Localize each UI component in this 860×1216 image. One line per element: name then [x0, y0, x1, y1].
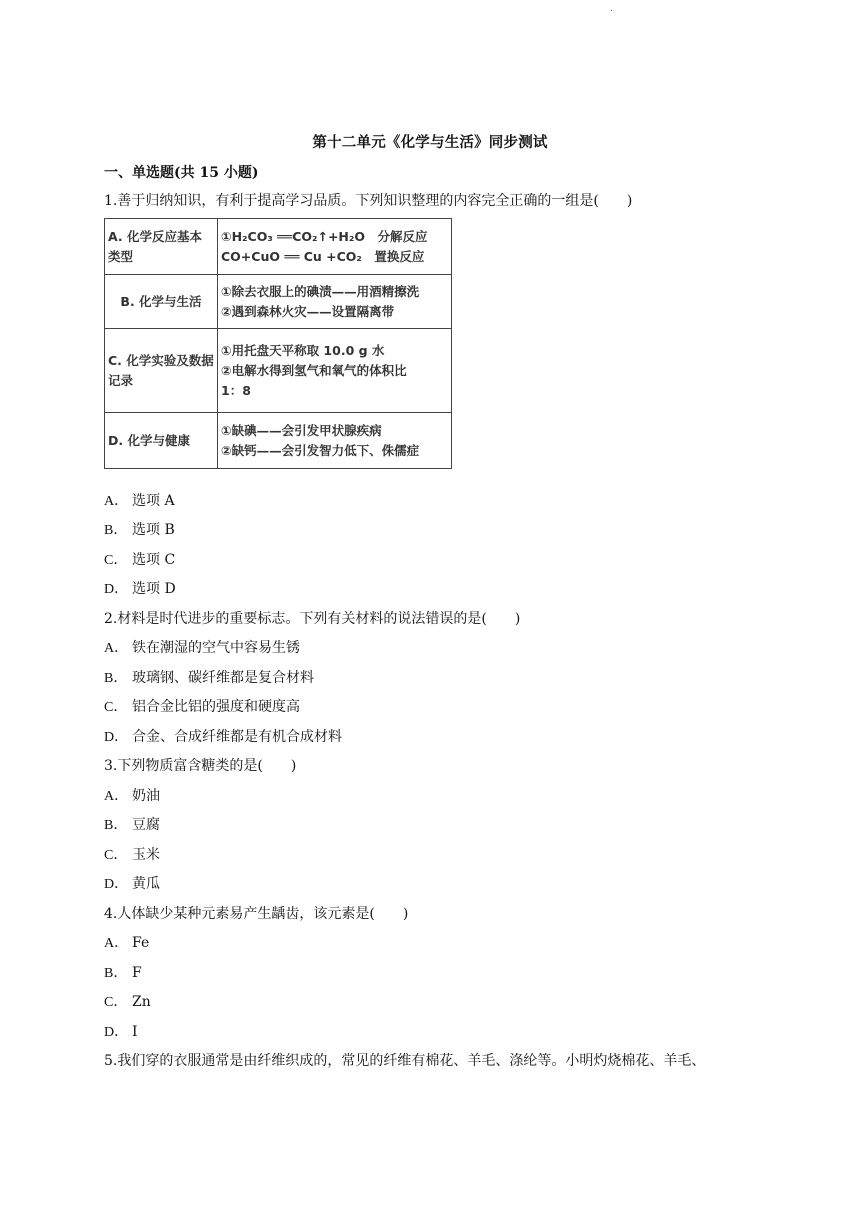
table-line: ①用托盘天平称取 10.0 g 水 [221, 342, 385, 358]
page-title: 第十二单元《化学与生活》同步测试 [312, 134, 548, 151]
option-b[interactable]: B． 玻璃钢、碳纤维都是复合材料 [104, 670, 314, 686]
table-line: ①H₂CO₃ ══CO₂↑+H₂O 分解反应 [221, 228, 428, 244]
table-row [105, 275, 452, 329]
option-b[interactable]: B． F [104, 965, 142, 981]
option-d[interactable]: D． I [104, 1024, 138, 1040]
option-c[interactable]: C． 铝合金比铝的强度和硬度高 [104, 699, 300, 715]
question-2-stem: 2.材料是时代进步的重要标志。下列有关材料的说法错误的是( ) [104, 611, 521, 627]
option-b[interactable]: B． 豆腐 [104, 817, 160, 833]
question-5-stem: 5.我们穿的衣服通常是由纤维织成的，常见的纤维有棉花、羊毛、涤纶等。小明灼烧棉花、羊毛、 [104, 1053, 706, 1069]
option-c[interactable]: C． Zn [104, 994, 151, 1010]
table-row [105, 413, 452, 469]
question-4-stem: 4.人体缺少某种元素易产生龋齿，该元素是( ) [104, 906, 409, 922]
option-b[interactable]: B． 选项 B [104, 522, 175, 538]
table-row-label: B. 化学与生活 [105, 275, 218, 329]
option-a[interactable]: A． 铁在潮湿的空气中容易生锈 [104, 640, 300, 656]
table-line: CO+CuO ══ Cu +CO₂ 置换反应 [221, 248, 425, 264]
table-row [105, 329, 452, 413]
option-c[interactable]: C． 选项 C [104, 552, 176, 568]
section-heading: 一、单选题(共 15 小题) [104, 165, 259, 181]
table-line: 1：8 [221, 382, 251, 398]
table-row-label: A. 化学反应基本类型 [105, 219, 218, 275]
table-row-content [218, 219, 452, 275]
table-line: ①除去衣服上的碘渍——用酒精擦洗 [221, 283, 420, 299]
table-row-content [218, 329, 452, 413]
question-1-stem: 1.善于归纳知识，有利于提高学习品质。下列知识整理的内容完全正确的一组是( ) [104, 193, 633, 209]
table-row-content [218, 275, 452, 329]
table-line: ②缺钙——会引发智力低下、侏儒症 [221, 442, 420, 458]
option-c[interactable]: C． 玉米 [104, 847, 160, 863]
option-d[interactable]: D． 黄瓜 [104, 876, 160, 892]
option-d[interactable]: D． 选项 D [104, 581, 176, 597]
table-row [105, 219, 452, 275]
option-a[interactable]: A． Fe [104, 935, 150, 951]
table-line: ②遇到森林火灾——设置隔离带 [221, 303, 395, 319]
table-row-label: C. 化学实验及数据记录 [105, 329, 218, 413]
option-a[interactable]: A． 选项 A [104, 493, 175, 509]
table-line: ②电解水得到氢气和氧气的体积比 [221, 362, 407, 378]
question-1-table [104, 218, 452, 469]
table-line: ①缺碘——会引发甲状腺疾病 [221, 422, 382, 438]
table-row-content [218, 413, 452, 469]
option-a[interactable]: A． 奶油 [104, 788, 160, 804]
question-3-stem: 3.下列物质富含糖类的是( ) [104, 758, 297, 774]
table-row-label: D. 化学与健康 [105, 413, 218, 469]
header-mark: . [610, 4, 613, 14]
option-d[interactable]: D． 合金、合成纤维都是有机合成材料 [104, 729, 342, 745]
